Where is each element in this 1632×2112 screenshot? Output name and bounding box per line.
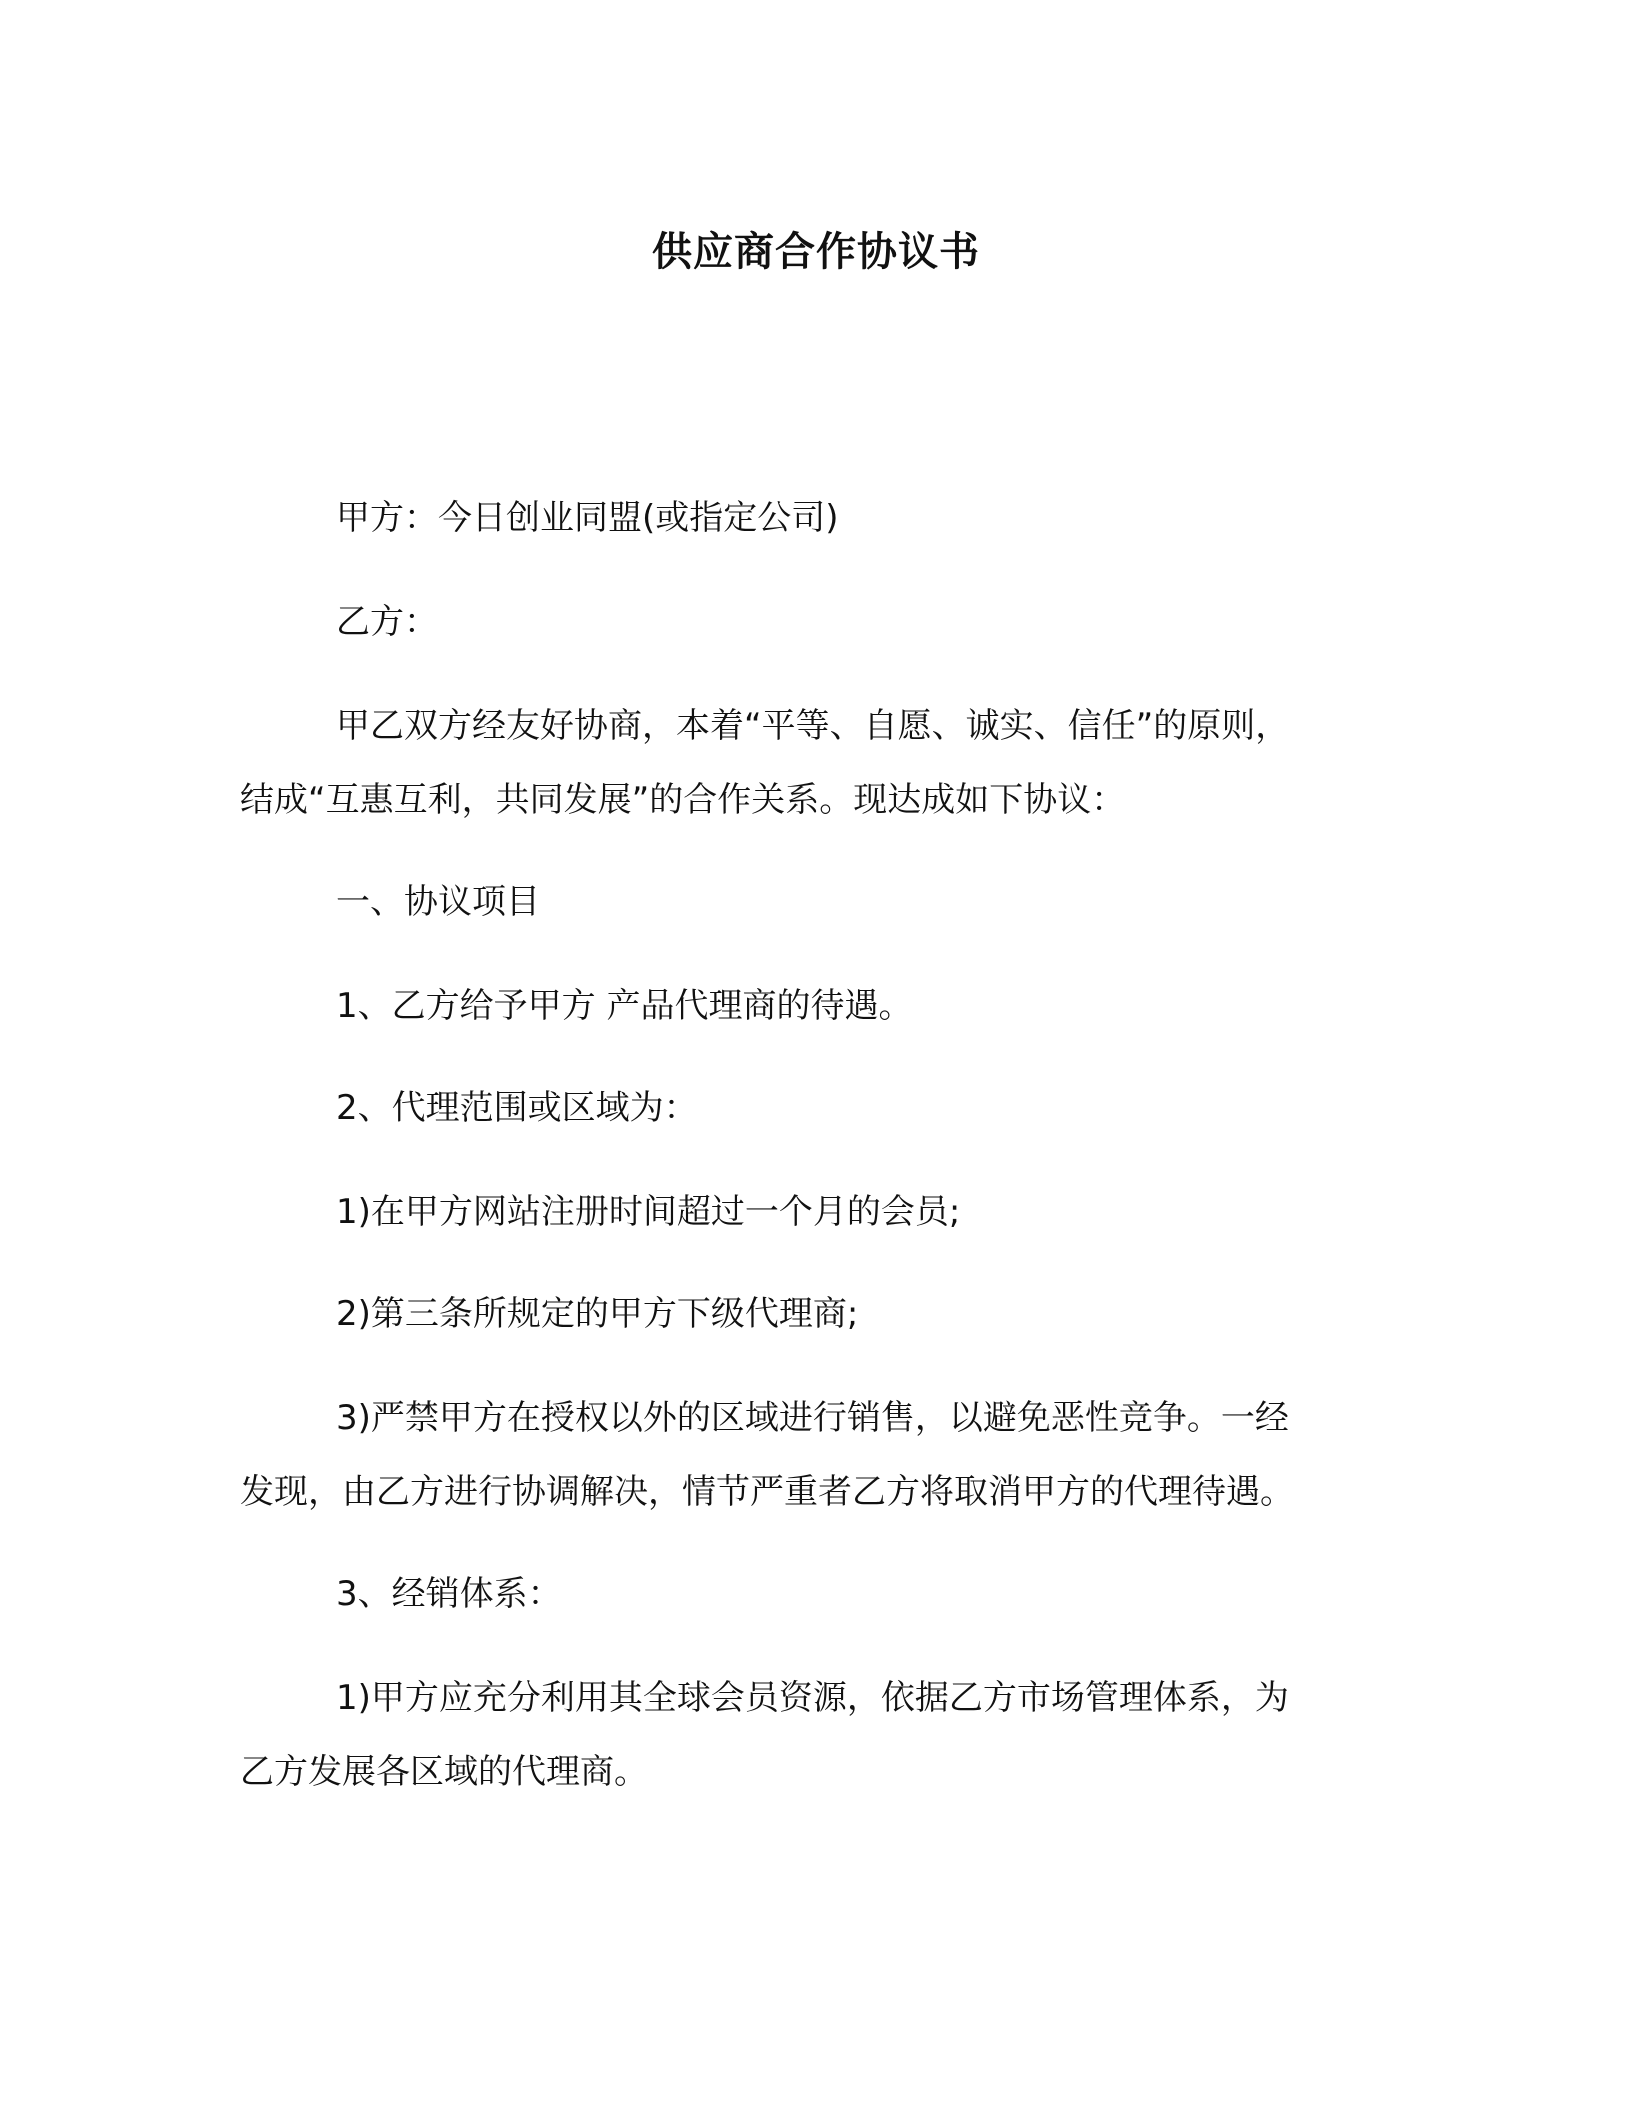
preamble-line-2: 结成“互惠互利，共同发展”的合作关系。现达成如下协议： bbox=[240, 780, 1126, 820]
clause-2-item-1: 1)在甲方网站注册时间超过一个月的会员; bbox=[336, 1192, 961, 1232]
clause-2-item-3-line-2: 发现，由乙方进行协调解决，情节严重者乙方将取消甲方的代理待遇。 bbox=[240, 1472, 1294, 1512]
clause-2-item-2: 2)第三条所规定的甲方下级代理商; bbox=[336, 1294, 859, 1334]
clause-3-item-1-line-1: 1)甲方应充分利用其全球会员资源，依据乙方市场管理体系，为 bbox=[336, 1678, 1289, 1718]
section-heading-1: 一、协议项目 bbox=[336, 882, 540, 922]
preamble-line-1: 甲乙双方经友好协商，本着“平等、自愿、诚实、信任”的原则， bbox=[336, 706, 1290, 746]
clause-3: 3、经销体系： bbox=[336, 1574, 562, 1614]
clause-2: 2、代理范围或区域为： bbox=[336, 1088, 698, 1128]
document-title: 供应商合作协议书 bbox=[652, 229, 980, 275]
party-a-line: 甲方：今日创业同盟(或指定公司) bbox=[336, 498, 839, 538]
clause-1: 1、乙方给予甲方 产品代理商的待遇。 bbox=[336, 986, 913, 1026]
clause-2-item-3-line-1: 3)严禁甲方在授权以外的区域进行销售，以避免恶性竞争。一经 bbox=[336, 1398, 1289, 1438]
clause-3-item-1-line-2: 乙方发展各区域的代理商。 bbox=[240, 1752, 648, 1792]
party-b-line: 乙方： bbox=[336, 602, 438, 642]
